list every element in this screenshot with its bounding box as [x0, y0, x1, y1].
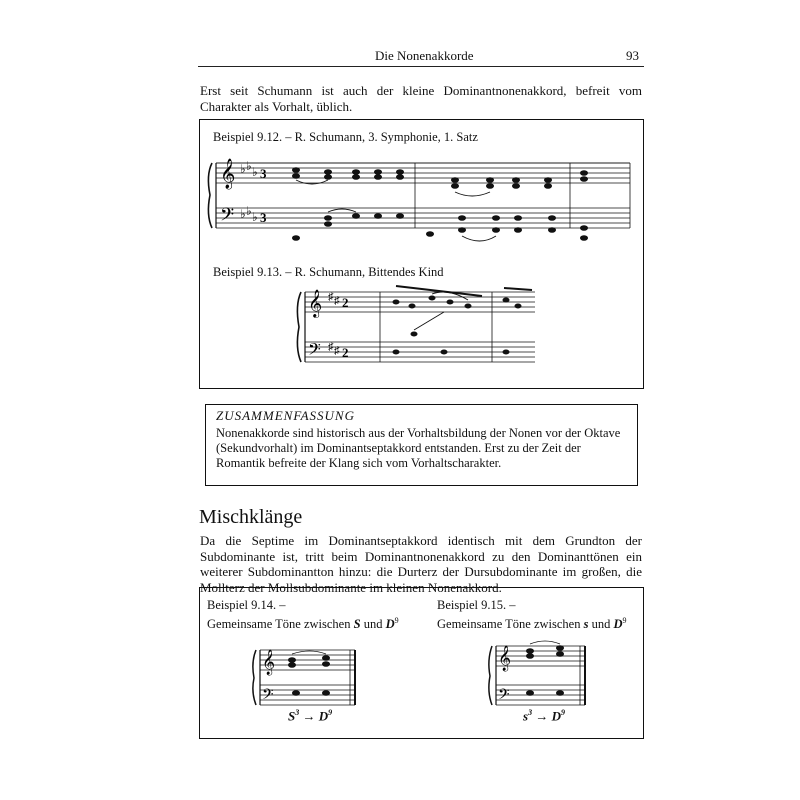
header-rule [198, 66, 644, 67]
flat-icon: ♭ [240, 207, 246, 221]
label-d9: D [551, 708, 561, 724]
symbol-s: S [353, 617, 361, 632]
treble-clef-icon: 𝄞 [262, 650, 276, 675]
symbol-s: s [583, 617, 589, 632]
summary-box [205, 404, 638, 486]
example-9-12-caption: Beispiel 9.12. – R. Schumann, 3. Symphonie, 1. Satz [213, 130, 478, 144]
score-9-15 [200, 588, 645, 740]
summary-text: Nonenakkorde sind historisch aus der Vorhaltsbildung der Nonen vor der Oktave (Sekundvorhalt) im Dominantseptakkord entstanden. Erst zu der Zeit der Romantik befreite der Klang sich vom Vorhaltscharakter. [216, 426, 621, 470]
time-signature: 2 [342, 295, 349, 310]
symbol-d: D [613, 617, 623, 632]
page-number: 93 [626, 48, 639, 63]
notes [393, 296, 522, 355]
label-sup: 3 [295, 708, 300, 717]
treble-clef-icon: 𝄞 [498, 646, 512, 671]
flat-icon: ♭ [252, 165, 258, 179]
and-word: und [591, 617, 611, 632]
label-sup: 3 [528, 708, 533, 717]
flat-icon: ♭ [246, 204, 252, 218]
mischklaenge-paragraph: Da die Septime im Dominantseptakkord identisch mit dem Grundton der Subdominante ist, tritt beim Dominantnonenakkord zu den Dominanttönen ein weiterer Subdominantton hinzu: die Durterz der Dursubdominante im großen, die Mollterz der Mollsubdominante im kleinen Nonenakkord. [200, 533, 642, 595]
example-9-15-title: Beispiel 9.15. – [437, 598, 516, 612]
bass-clef-icon: 𝄢 [220, 205, 235, 230]
flat-icon: ♭ [240, 162, 246, 176]
sharp-icon: ♯ [328, 291, 334, 303]
examples-9-14-9-15-box [199, 587, 644, 739]
label-sup: 9 [328, 708, 333, 717]
superscript-9: 9 [622, 616, 627, 625]
sharp-icon: ♯ [334, 295, 340, 307]
label-d9: D [318, 708, 329, 724]
time-signature: 3 [260, 166, 267, 181]
example-9-14-title: Beispiel 9.14. – [207, 598, 286, 612]
sharp-icon: ♯ [334, 345, 340, 357]
and-word: und [363, 617, 383, 632]
bass-clef-icon: 𝄢 [308, 339, 321, 363]
summary-title: ZUSAMMENFASSUNG [216, 408, 355, 423]
bass-clef-icon: 𝄢 [498, 686, 510, 707]
section-heading: Mischklänge [199, 506, 303, 528]
flat-icon: ♭ [246, 159, 252, 173]
symbol-d: D [385, 617, 395, 632]
arrow-right-icon: → [302, 708, 316, 724]
arrow-right-icon: → [535, 708, 549, 724]
label-s3: S [288, 708, 296, 724]
bass-clef-icon: 𝄢 [262, 686, 274, 707]
label-sup: 9 [560, 708, 565, 717]
treble-clef-icon: 𝄞 [220, 159, 236, 189]
time-signature: 3 [260, 210, 267, 225]
intro-paragraph: Erst seit Schumann ist auch der kleine Dominantnonenakkord, befreit vom Charakter als Vorhalt, üblich. [200, 83, 642, 114]
label-s3: s [523, 708, 529, 724]
time-signature: 2 [342, 345, 349, 360]
common-tones-text: Gemeinsame Töne zwischen [207, 617, 351, 632]
superscript-9: 9 [394, 616, 399, 625]
treble-clef-icon: 𝄞 [308, 289, 323, 317]
music-examples-box [199, 119, 644, 389]
flat-icon: ♭ [252, 210, 258, 224]
notes [526, 645, 564, 696]
example-9-13-caption: Beispiel 9.13. – R. Schumann, Bittendes Kind [213, 265, 444, 279]
running-header-title: Die Nonenakkorde [375, 48, 474, 63]
sharp-icon: ♯ [328, 341, 334, 353]
common-tones-text: Gemeinsame Töne zwischen [437, 617, 581, 632]
chord-progression-label-9-15 [523, 708, 565, 724]
